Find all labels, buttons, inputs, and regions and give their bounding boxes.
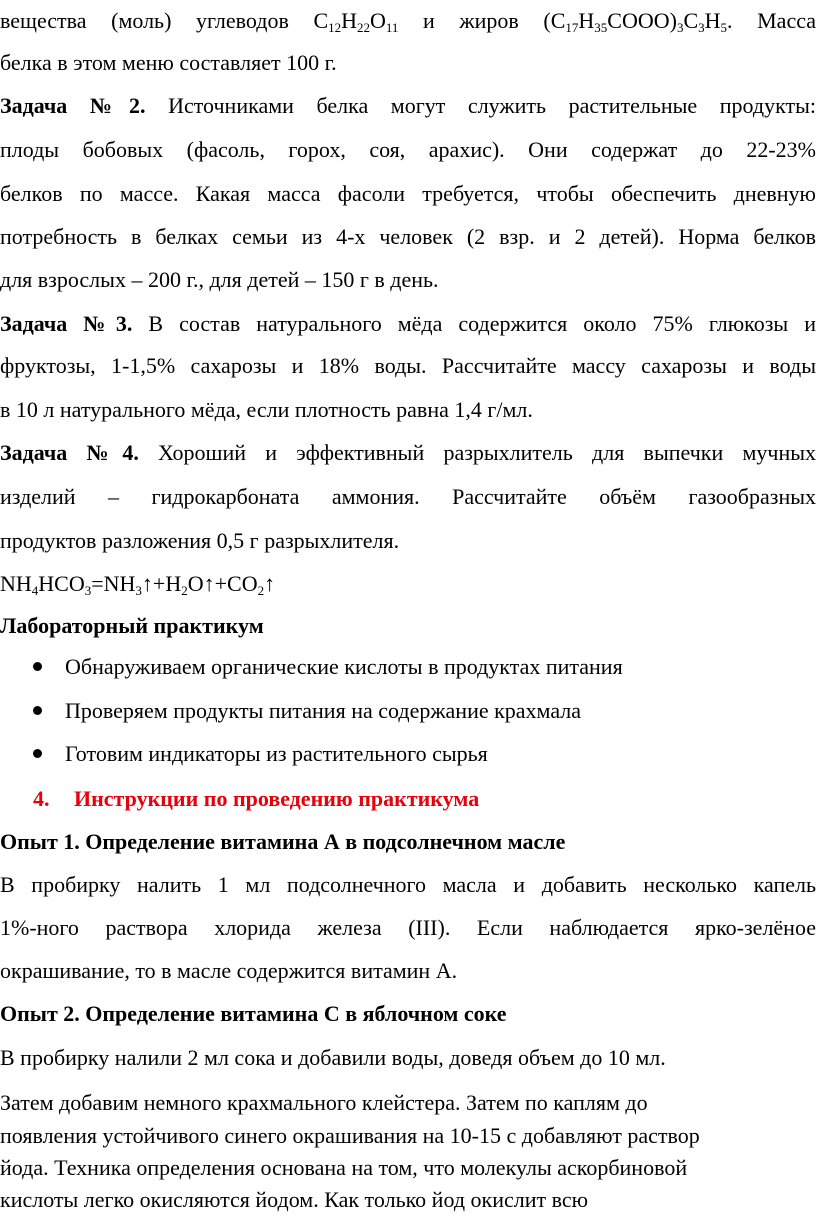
task1-line-2: белка в этом меню составляет 100 г. xyxy=(0,50,337,75)
task2-title: Задача №2. xyxy=(0,93,146,118)
task4-title: Задача №4. xyxy=(0,440,139,465)
task2-line-4: потребность в белках семьи из 4-х человек (2 взр. и 2 детей). Норма белков xyxy=(0,224,816,249)
lab-bullet-1: Обнаруживаем органические кислоты в продуктах питания xyxy=(65,654,623,679)
exp2-line-1: В пробирку налили 2 мл сока и добавили воды, доведя объем до 10 мл. xyxy=(0,1045,666,1070)
exp1-line-3: окрашивание, то в масле содержится витамин А. xyxy=(0,958,458,983)
exp1-line-1: В пробирку налить 1 мл подсолнечного масла и добавить несколько капель xyxy=(0,872,816,897)
task4-line-3: продуктов разложения 0,5 г разрыхлителя. xyxy=(0,528,400,553)
exp2-line-5: кислоты легко окисляются йодом. Как только йод окислит всю xyxy=(0,1187,589,1212)
task3-title: Задача №3. xyxy=(0,311,133,336)
exp1-line-2: 1%-ного раствора хлорида железа (III). Если наблюдается ярко-зелёное xyxy=(0,915,816,940)
task4-line-1: Задача №4. Хороший и эффективный разрыхлитель для выпечки мучных xyxy=(0,440,816,465)
exp1-title: Опыт 1. Определение витамина А в подсолнечном масле xyxy=(0,829,566,854)
lab-heading: Лабораторный практикум xyxy=(0,613,264,638)
task3-line-3: в 10 л натурального мёда, если плотность равна 1,4 г/мл. xyxy=(0,397,533,422)
lab-bullet-2: Проверяем продукты питания на содержание крахмала xyxy=(65,698,582,723)
task2-line-1: Задача №2. Источниками белка могут служить растительные продукты: xyxy=(0,93,816,118)
task3-line-2: фруктозы, 1-1,5% сахарозы и 18% воды. Рассчитайте массу сахарозы и воды xyxy=(0,353,816,378)
task1-line-1: вещества (моль) углеводов $C_{12}H_{22}O_{11}$ и жиров $(C_{17}H_{35}COOO)_3C_3H_5$. Масса xyxy=(0,8,816,35)
task2-line-3: белков по массе. Какая масса фасоли требуется, чтобы обеспечить дневную xyxy=(0,181,816,206)
exp2-title: Опыт 2. Определение витамина С в яблочном соке xyxy=(0,1001,507,1026)
lab-bullet-3: Готовим индикаторы из растительного сырья xyxy=(65,741,488,766)
task4-line-2: изделий – гидрокарбоната аммония. Рассчитайте объём газообразных xyxy=(0,484,816,509)
section-title: Инструкции по проведению практикума xyxy=(74,786,480,811)
bullet-icon xyxy=(33,706,42,715)
bullet-icon xyxy=(33,749,42,758)
bullet-icon xyxy=(33,662,42,671)
task2-line-2: плоды бобовых (фасоль, горох, соя, арахис). Они содержат до 22-23% xyxy=(0,137,816,162)
section-number: 4. xyxy=(33,786,50,811)
exp2-line-4: йода. Техника определения основана на том, что молекулы аскорбиновой xyxy=(0,1155,688,1180)
task2-line-5: для взрослых – 200 г., для детей – 150 г в день. xyxy=(0,267,439,292)
exp2-line-2: Затем добавим немного крахмального клейстера. Затем по каплям до xyxy=(0,1090,648,1115)
task3-line-1: Задача №3. В состав натурального мёда содержится около 75% глюкозы и xyxy=(0,311,816,336)
exp2-line-3: появления устойчивого синего окрашивания на 10-15 с добавляют раствор xyxy=(0,1123,700,1148)
reaction-equation: $NH_4HCO_3=NH_3↑+H_2O↑+CO_2↑$ xyxy=(0,571,276,598)
